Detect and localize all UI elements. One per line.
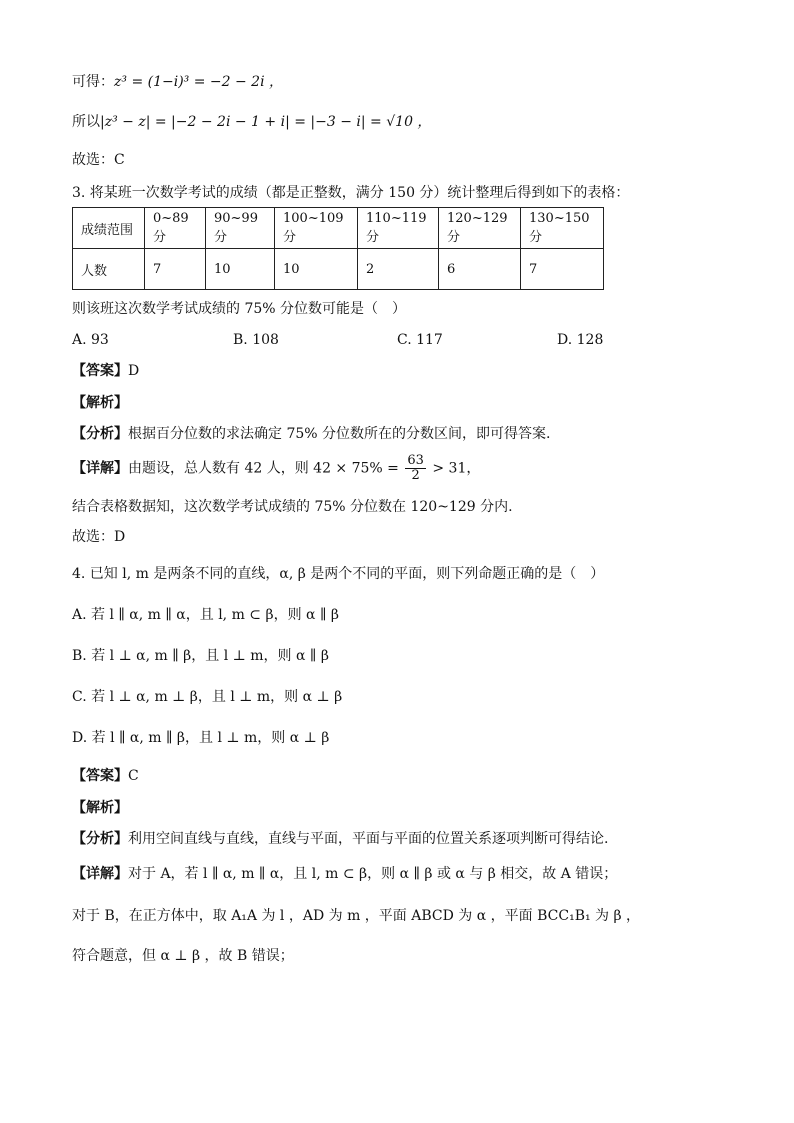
choose-line-prev: 故选：C	[72, 152, 125, 168]
q3-detail: 【详解】由题设，总人数有 42 人，则 42 × 75% = $\frac{63}{2}$ > 31，	[72, 453, 481, 483]
table-cell: 7	[521, 249, 604, 290]
q4-answer: 【答案】C	[72, 768, 139, 784]
table-cell: 90~99分	[206, 208, 275, 249]
table-cell: 成绩范围	[73, 208, 145, 249]
q3-choose: 故选：D	[72, 529, 126, 545]
q3-analysis-label: 【解析】	[72, 395, 128, 411]
question-4-stem: 4. 已知 l, m 是两条不同的直线，α, β 是两个不同的平面，则下列命题正确的是（ ）	[72, 566, 605, 582]
table-cell: 7	[145, 249, 206, 290]
q4-option-c: C. 若 l ⊥ α, m ⊥ β，且 l ⊥ m，则 α ⊥ β	[72, 689, 343, 705]
derivation-line-1: 可得：z³ = (1−i)³ = −2 − 2i ，	[72, 74, 284, 90]
q4-detail-3: 符合题意，但 α ⊥ β ，故 B 错误；	[72, 948, 294, 964]
table-cell: 110~119分	[358, 208, 439, 249]
table-cell: 120~129分	[439, 208, 521, 249]
table-row	[73, 249, 604, 290]
q4-fenxi: 【分析】利用空间直线与直线，直线与平面，平面与平面的位置关系逐项判断可得结论.	[72, 831, 609, 847]
option-d: D. 128	[557, 332, 604, 348]
option-c: C. 117	[397, 332, 443, 348]
math-z-cubed: z³ = (1−i)³ = −2 − 2i ，	[114, 74, 284, 90]
q4-detail-2: 对于 B，在正方体中，取 A₁A 为 l ，AD 为 m ，平面 ABCD 为 α ，平面 BCC₁B₁ 为 β ，	[72, 908, 641, 924]
table-row	[73, 208, 604, 249]
q4-option-a: A. 若 l ∥ α, m ∥ α，且 l, m ⊂ β，则 α ∥ β	[72, 607, 339, 623]
q3-detail-2: 结合表格数据知，这次数学考试成绩的 75% 分位数在 120~129 分内.	[72, 499, 513, 515]
math-modulus: |z³ − z| = |−2 − 2i − 1 + i| = |−3 − i| = √10 ，	[100, 114, 432, 130]
table-cell: 100~109分	[275, 208, 358, 249]
q4-option-d: D. 若 l ∥ α, m ∥ β，且 l ⊥ m，则 α ⊥ β	[72, 730, 330, 746]
question-3-stem: 3. 将某班一次数学考试的成绩（都是正整数，满分 150 分）统计整理后得到如下的表格：	[72, 185, 630, 201]
q3-answer: 【答案】D	[72, 363, 140, 379]
q4-analysis-label: 【解析】	[72, 800, 128, 816]
table-cell: 10	[275, 249, 358, 290]
q4-option-b: B. 若 l ⊥ α, m ∥ β，且 l ⊥ m，则 α ∥ β	[72, 648, 329, 664]
table-cell: 130~150分	[521, 208, 604, 249]
fraction: $\frac{63}{2}$	[407, 453, 424, 483]
derivation-line-2: 所以|z³ − z| = |−2 − 2i − 1 + i| = |−3 − i| = √10 ，	[72, 114, 432, 130]
option-b: B. 108	[233, 332, 279, 348]
option-a: A. 93	[72, 332, 109, 348]
table-cell: 6	[439, 249, 521, 290]
table-cell: 2	[358, 249, 439, 290]
table-cell: 人数	[73, 249, 145, 290]
q4-detail-1: 【详解】对于 A，若 l ∥ α, m ∥ α，且 l, m ⊂ β，则 α ∥ β 或 α 与 β 相交，故 A 错误；	[72, 866, 618, 882]
q3-fenxi: 【分析】根据百分位数的求法确定 75% 分位数所在的分数区间，即可得答案.	[72, 426, 551, 442]
table-cell: 10	[206, 249, 275, 290]
table-cell: 0~89分	[145, 208, 206, 249]
question-3-prompt: 则该班这次数学考试成绩的 75% 分位数可能是（ ）	[72, 301, 407, 317]
score-table	[72, 207, 604, 290]
